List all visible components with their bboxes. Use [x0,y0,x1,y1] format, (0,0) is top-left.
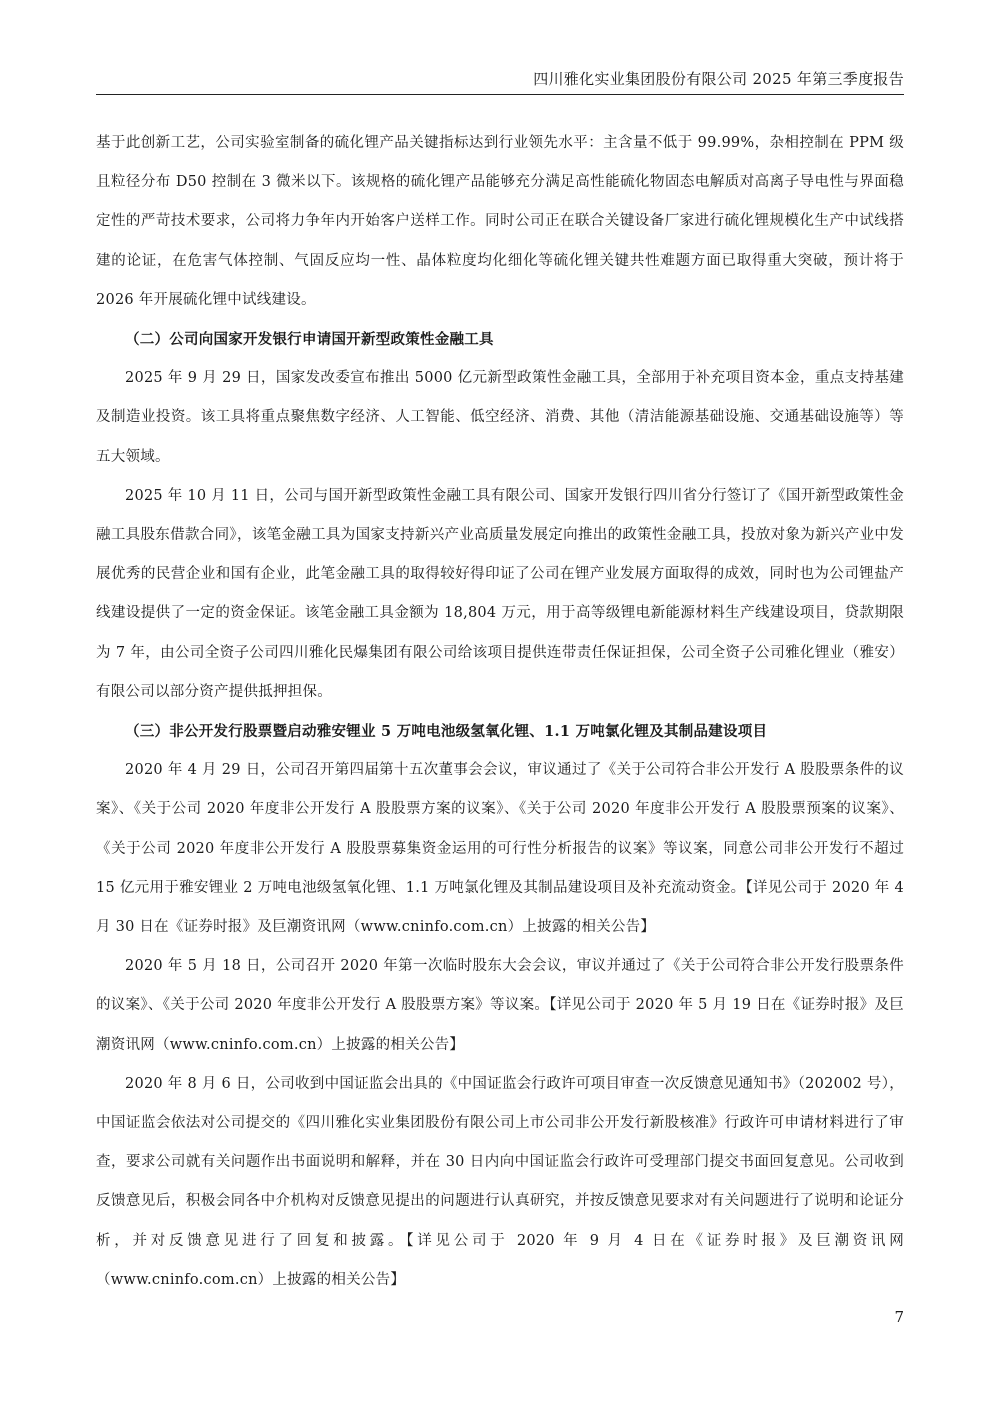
paragraph-lithium-sulfide-process: 基于此创新工艺，公司实验室制备的硫化锂产品关键指标达到行业领先水平：主含量不低于 99.99%，杂相控制在 PPM 级且粒径分布 D50 控制在 3 微米以下。该规格的硫化锂产品能够充分满足高性能硫化物固态电解质对高离子导电性与界面稳定性的严苛技术要求，公司将力争年内开始客户送样工作。同时公司正在联合关键设备厂家进行硫化锂规模化生产中试线搭建的论证，在危害气体控制、气固反应均一性、晶体粒度均化细化等硫化锂关键共性难题方面已取得重大突破，预计将于 2026 年开展硫化锂中试线建设。 [96,135,904,308]
paragraph-csrc-feedback: 2020 年 8 月 6 日，公司收到中国证监会出具的《中国证监会行政许可项目审查一次反馈意见通知书》（202002 号），中国证监会依法对公司提交的《四川雅化实业集团股份有限公司上市公司非公开发行新股核准》行政许可申请材料进行了审查，要求公司就有关问题作出书面说明和解释，并在 30 日内向中国证监会行政许可受理部门提交书面回复意见。公司收到反馈意见后，积极会同各中介机构对反馈意见提出的问题进行认真研究，并按反馈意见要求对有关问题进行了说明和论证分析，并对反馈意见进行了回复和披露。【详见公司于 2020 年 9 月 4 日在《证券时报》及巨潮资讯网（www.cninfo.com.cn）上披露的相关公告】 [96,1075,904,1288]
paragraph-board-meeting: 2020 年 4 月 29 日，公司召开第四届第十五次董事会会议，审议通过了《关于公司符合非公开发行 A 股股票条件的议案》、《关于公司 2020 年度非公开发行 A 股股票方案的议案》、《关于公司 2020 年度非公开发行 A 股股票预案的议案》、《关于公司 2020 年度非公开发行 A 股股票募集资金运用的可行性分析报告的议案》等议案，同意公司非公开发行不超过 15 亿元用于雅安锂业 2 万吨电池级氢氧化锂、1.1 万吨氯化锂及其制品建设项目及补充流动资金。【详见公司于 2020 年 4 月 30 日在《证券时报》及巨潮资讯网（www.cninfo.com.cn）上披露的相关公告】 [96,762,904,936]
page-header [96,64,904,95]
section-heading-private-placement: （三）非公开发行股票暨启动雅安锂业 5 万吨电池级氢氧化锂、1.1 万吨氯化锂及其制品建设项目 [125,723,768,741]
paragraph-shareholder-meeting: 2020 年 5 月 18 日，公司召开 2020 年第一次临时股东大会会议，审议并通过了《关于公司符合非公开发行股票条件的议案》、《关于公司 2020 年度非公开发行 A 股股票方案》等议案。【详见公司于 2020 年 5 月 19 日在《证券时报》及巨潮资讯网（www.cninfo.com.cn）上披露的相关公告】 [96,958,904,1053]
document-body [96,124,904,1300]
paragraph-loan-contract: 2025 年 10 月 11 日，公司与国开新型政策性金融工具有限公司、国家开发银行四川省分行签订了《国开新型政策性金融工具股东借款合同》，该笔金融工具为国家支持新兴产业高质量发展定向推出的政策性金融工具，投放对象为新兴产业中发展优秀的民营企业和国有企业，此笔金融工具的取得较好得印证了公司在锂产业发展方面取得的成效，同时也为公司锂盐产线建设提供了一定的资金保证。该笔金融工具金额为 18,804 万元，用于高等级锂电新能源材料生产线建设项目，贷款期限为 7 年，由公司全资子公司四川雅化民爆集团有限公司给该项目提供连带责任保证担保，公司全资子公司雅化锂业（雅安）有限公司以部分资产提供抵押担保。 [96,487,904,700]
report-title: 四川雅化实业集团股份有限公司 2025 年第三季度报告 [533,70,904,88]
paragraph-policy-tool-announcement: 2025 年 9 月 29 日，国家发改委宣布推出 5000 亿元新型政策性金融工具，全部用于补充项目资本金，重点支持基建及制造业投资。该工具将重点聚焦数字经济、人工智能、低空经济、消费、其他（清洁能源基础设施、交通基础设施等）等五大领域。 [96,370,904,465]
page-number: 7 [894,1308,904,1326]
section-heading-policy-finance: （二）公司向国家开发银行申请国开新型政策性金融工具 [125,331,494,349]
